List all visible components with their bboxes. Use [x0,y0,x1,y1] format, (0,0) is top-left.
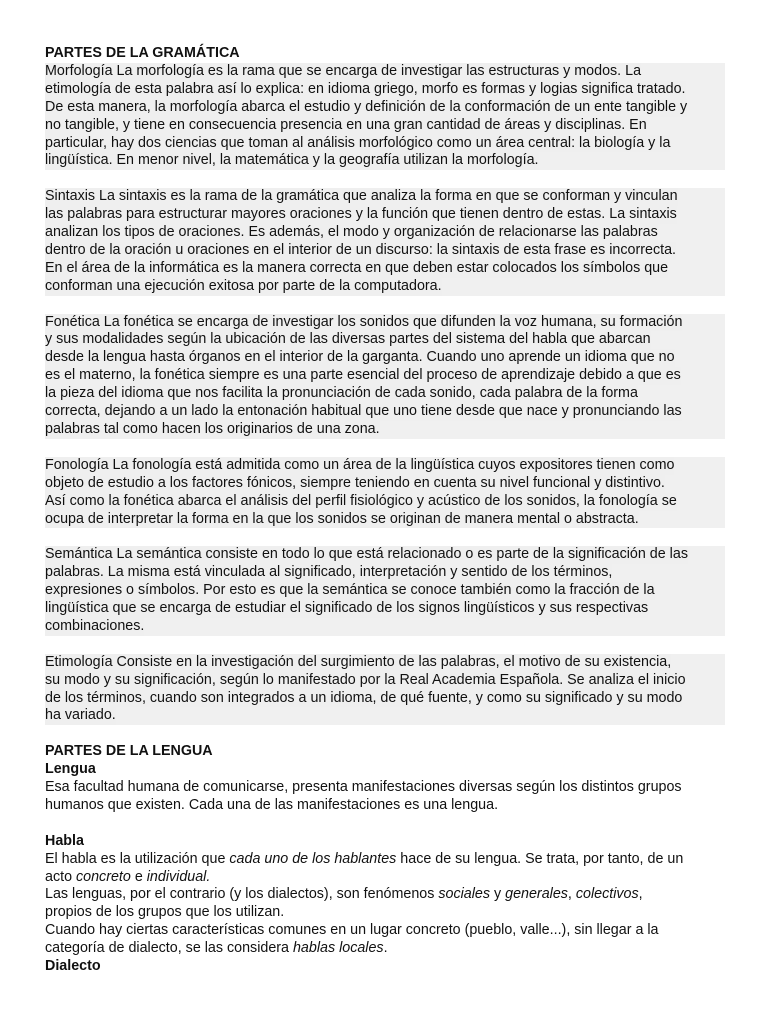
paragraph-fonetica [45,314,725,439]
subheading-dialecto: Dialecto [45,958,101,975]
paragraph-fonologia [45,457,725,529]
paragraph-habla [45,851,725,958]
text-line: y sus modalidades según la ubicación de las diversas partes del sistema del habla que abarcan [45,331,651,348]
text-line: Sintaxis La sintaxis es la rama de la gramática que analiza la forma en que se conforman y vinculan [45,188,678,205]
subheading-lengua: Lengua [45,761,96,778]
text-line: Etimología Consiste en la investigación del surgimiento de las palabras, el motivo de su existencia, [45,653,672,670]
subheading-habla: Habla [45,832,84,849]
text-line [45,940,725,958]
text-line: conforman una ejecución exitosa por parte de la computadora. [45,277,442,294]
text-run: , [638,886,643,903]
text-line: correcta, dejando a un lado la entonación habitual que uno tiene desde que nace y pronunciando las [45,403,682,420]
text-line: De esta manera, la morfología abarca el estudio y definición de la conformación de un ente tangible y [45,98,688,115]
text-line [45,851,725,869]
text-run: El habla es la utilización que [45,850,230,867]
text-line: analizan los tipos de oraciones. Es además, el modo y organización de relacionarse las palabras [45,224,658,241]
text-line: humanos que existen. Cada una de las manifestaciones es una lengua. [45,796,499,813]
emphasis-text: sociales [438,886,491,903]
text-line: particular, hay dos ciencias que toman al análisis morfológico como un área central: la biología y la [45,134,671,151]
text-line: palabras. La misma está vinculada al significado, interpretación y sentido de los términos, [45,564,613,581]
text-line: dentro de la oración u oraciones en el interior de un discurso: la sintaxis de esta frase es incorrecta. [45,241,676,258]
paragraph-semantica [45,546,725,636]
paragraph-etimologia [45,654,725,726]
text-line: la pieza del idioma que nos facilita la pronunciación de cada sonido, cada palabra de la forma [45,385,638,402]
document-page [45,45,725,976]
text-line: combinaciones. [45,617,145,634]
section-heading-lengua: PARTES DE LA LENGUA [45,743,213,760]
text-line: Así como la fonética abarca el análisis del perfil fisiológico y acústico de los sonidos, la fonología se [45,492,677,509]
emphasis-text: individual. [146,868,211,885]
text-line: ha variado. [45,707,116,724]
paragraph-lengua [45,779,725,815]
text-line [45,869,725,887]
text-line: En el área de la informática es la manera correcta en que deben estar colocados los símbolos que [45,259,669,276]
text-run: categoría de dialecto, se las considera [45,940,293,957]
text-line: lingüística. En menor nivel, la matemática y la geografía utilizan la morfología. [45,152,539,169]
text-line: desde la lengua hasta órganos en el interior de la garganta. Cuando uno aprende un idioma que no [45,349,675,366]
text-line: su modo y su significación, según lo manifestado por la Real Academia Española. Se analiza el inicio [45,671,686,688]
text-line: Morfología La morfología es la rama que se encarga de investigar las estructuras y modos. La [45,62,642,79]
text-run: y [490,886,506,903]
text-line: palabras tal como hacen los originarios de una zona. [45,421,380,437]
text-line: Esa facultad humana de comunicarse, presenta manifestaciones diversas según los distintos grupos [45,779,682,796]
text-run: , [567,886,576,903]
paragraph-morfologia [45,63,725,170]
emphasis-text: cada uno de los hablantes [229,850,397,867]
text-run: e [130,868,147,885]
text-line: no tangible, y tiene en consecuencia presencia en una gran cantidad de áreas y disciplinas. En [45,116,647,133]
text-line [45,886,725,904]
text-line: objeto de estudio a los factores fónicos, siempre teniendo en cuenta su nivel funcional y distintivo. [45,474,665,491]
text-run: hace de su lengua. Se trata, por tanto, de un [396,850,684,867]
emphasis-text: generales [505,886,568,903]
text-run: Las lenguas, por el contrario (y los dialectos), son fenómenos [45,886,439,903]
text-line: ocupa de interpretar la forma en la que los sonidos se originan de manera mental o abstracta. [45,510,639,527]
text-line: etimología de esta palabra así lo explica: en idioma griego, morfo es formas y logias significa tratado. [45,80,686,97]
text-line: Semántica La semántica consiste en todo lo que está relacionado o es parte de la significación de las [45,546,688,563]
text-line: expresiones o símbolos. Por esto es que la semántica se conoce también como la fracción de la [45,582,655,599]
section-heading-gramatica: PARTES DE LA GRAMÁTICA [45,45,240,61]
text-line: las palabras para estructurar mayores oraciones y la función que tienen dentro de estas. La sintaxis [45,206,677,223]
text-line: Fonología La fonología está admitida como un área de la lingüística cuyos expositores tienen como [45,456,675,473]
emphasis-text: hablas locales [292,940,384,957]
text-run: acto [45,868,76,885]
text-line: es el materno, la fonética siempre es una parte esencial del proceso de aprendizaje debido a que es [45,367,681,384]
paragraph-sintaxis [45,188,725,295]
text-line: Fonética La fonética se encarga de investigar los sonidos que difunden la voz humana, su formación [45,313,683,330]
text-line: lingüística que se encarga de estudiar el significado de los signos lingüísticos y sus respectivas [45,600,649,617]
text-line: de los términos, cuando son integrados a un idioma, de qué fuente, y como su significado y su modo [45,689,683,706]
text-line: propios de los grupos que los utilizan. [45,904,285,921]
emphasis-text: colectivos [575,886,639,903]
emphasis-text: concreto [76,868,131,885]
text-line: Cuando hay ciertas características comunes en un lugar concreto (pueblo, valle...), sin llegar a la [45,922,659,939]
text-run: . [383,940,388,957]
